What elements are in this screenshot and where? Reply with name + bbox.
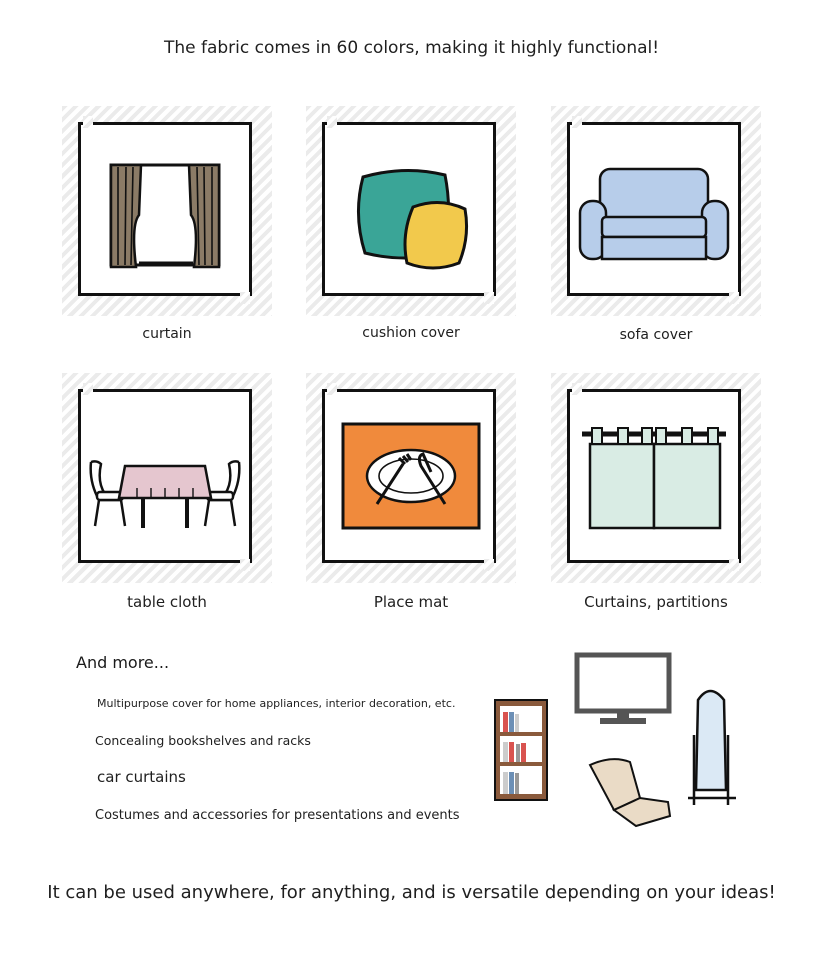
- floor-chair-icon: [590, 759, 670, 826]
- curtain-icon: [81, 125, 249, 293]
- bookshelf-icon: [495, 700, 547, 800]
- table-icon: [81, 392, 249, 560]
- caption-curtain: curtain: [142, 326, 192, 342]
- caption-cushion: cushion cover: [362, 325, 460, 341]
- curtain-card: [62, 106, 272, 316]
- more-title: And more...: [76, 653, 170, 672]
- mirror-icon: [688, 691, 736, 805]
- more-item: Concealing bookshelves and racks: [95, 733, 311, 748]
- more-item: Multipurpose cover for home appliances, interior decoration, etc.: [97, 697, 456, 710]
- tv-icon: [577, 655, 669, 724]
- more-item: Costumes and accessories for presentations and events: [95, 808, 460, 823]
- caption-placemat: Place mat: [373, 593, 449, 611]
- partition-curtain-icon: [570, 392, 738, 560]
- caption-table: table cloth: [127, 593, 207, 611]
- cushion-icon: [325, 125, 493, 293]
- placemat-icon: [325, 392, 493, 560]
- partition-card: [551, 373, 761, 583]
- headline: The fabric comes in 60 colors, making it highly functional!: [163, 38, 660, 58]
- cushion-card: [306, 106, 516, 316]
- table-card: [62, 373, 272, 583]
- misc-items-illustration: [490, 650, 750, 830]
- sofa-card: [551, 106, 761, 316]
- sofa-icon: [570, 125, 738, 293]
- footer-text: It can be used anywhere, for anything, and is versatile depending on your ideas!: [47, 882, 776, 903]
- caption-sofa: sofa cover: [619, 327, 693, 343]
- placemat-card: [306, 373, 516, 583]
- more-item: car curtains: [97, 768, 186, 786]
- caption-partition: Curtains, partitions: [584, 593, 728, 611]
